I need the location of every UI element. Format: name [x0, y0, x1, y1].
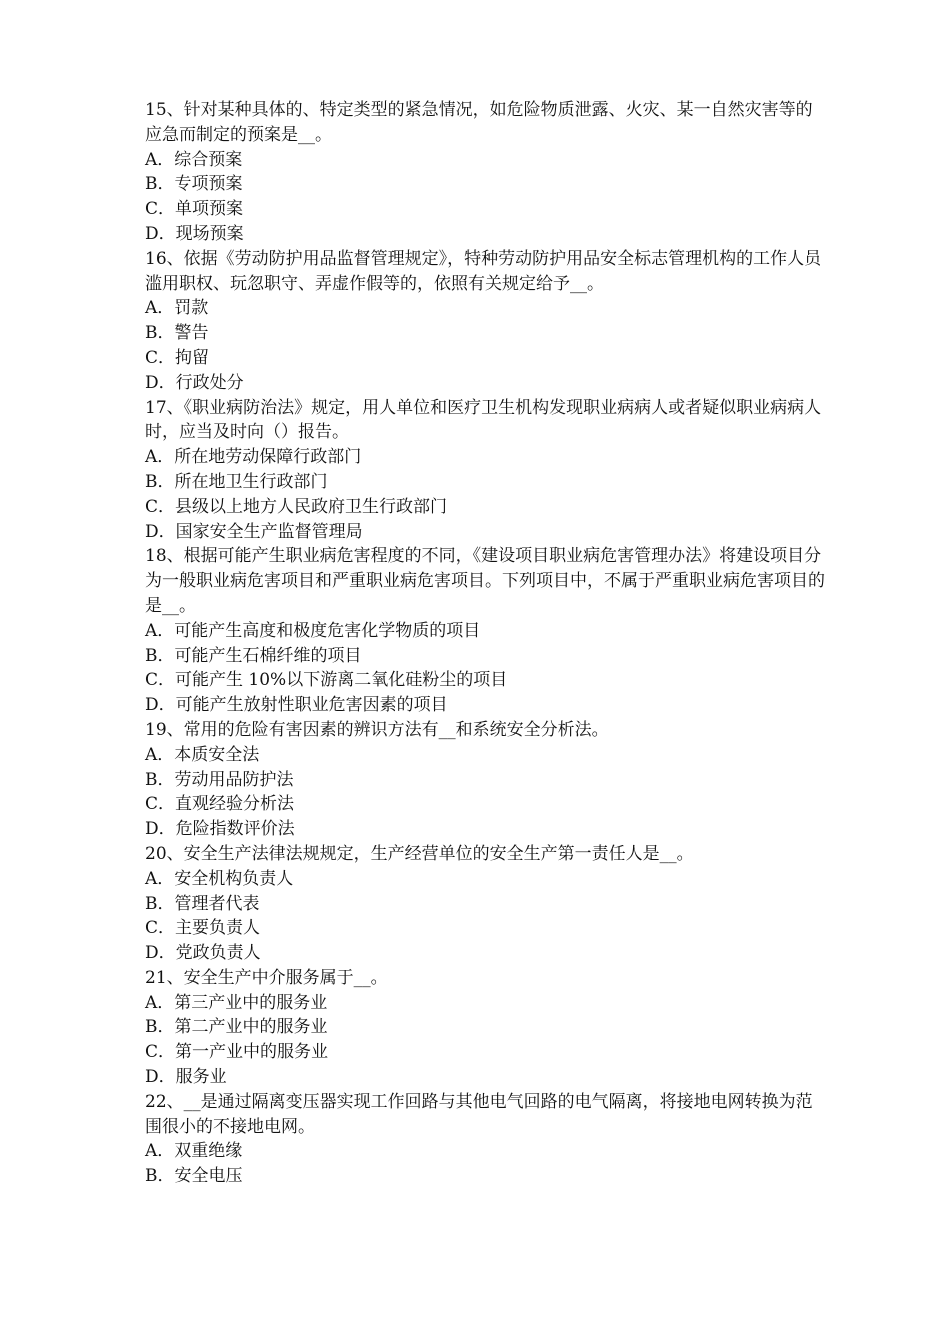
option-c: C．直观经验分析法: [145, 794, 295, 815]
option-d: D．危险指数评价法: [145, 819, 295, 840]
option-b: B．劳动用品防护法: [145, 769, 294, 790]
option-a: A．双重绝缘: [145, 1141, 243, 1162]
option-d: D．党政负责人: [145, 943, 261, 964]
document-page: [145, 98, 825, 1189]
option-c: C．单项预案: [145, 199, 244, 220]
question-17: [145, 396, 825, 545]
question-22: [145, 1090, 825, 1189]
option-c: C．县级以上地方人民政府卫生行政部门: [145, 496, 448, 517]
option-b: B．可能产生石棉纤维的项目: [145, 645, 362, 666]
option-c: C．主要负责人: [145, 918, 261, 939]
option-b: B．警告: [145, 323, 209, 344]
option-b: B．第二产业中的服务业: [145, 1017, 328, 1038]
question-18: [145, 544, 825, 718]
question-16: [145, 247, 825, 396]
question-text: 21、安全生产中介服务属于__。: [145, 967, 388, 988]
question-15: [145, 98, 825, 247]
question-text: 17、《职业病防治法》规定，用人单位和医疗卫生机构发现职业病病人或者疑似职业病病人时，应当及时向（）报告。: [145, 397, 822, 443]
option-a: A．罚款: [145, 298, 209, 319]
option-b: B．管理者代表: [145, 893, 260, 914]
question-19: [145, 718, 825, 842]
option-a: A．所在地劳动保障行政部门: [145, 447, 362, 468]
question-20: [145, 842, 825, 966]
question-text: 16、依据《劳动防护用品监督管理规定》，特种劳动防护用品安全标志管理机构的工作人员滥用职权、玩忽职守、弄虚作假等的，依照有关规定给予__。: [145, 248, 822, 294]
question-text: 19、常用的危险有害因素的辨识方法有__和系统安全分析法。: [145, 719, 609, 740]
option-d: D．国家安全生产监督管理局: [145, 521, 363, 542]
question-text: 15、针对某种具体的、特定类型的紧急情况，如危险物质泄露、火灾、某一自然灾害等的应急而制定的预案是__。: [145, 100, 813, 145]
question-text: 22、__是通过隔离变压器实现工作回路与其他电气回路的电气隔离，将接地电网转换为范围很小的不接地电网。: [145, 1091, 813, 1137]
option-a: A．综合预案: [145, 149, 243, 170]
option-c: C．第一产业中的服务业: [145, 1042, 329, 1063]
option-d: D．现场预案: [145, 223, 244, 244]
question-21: [145, 966, 825, 1090]
option-d: D．行政处分: [145, 372, 244, 393]
option-c: C．拘留: [145, 347, 210, 368]
option-d: D．服务业: [145, 1067, 227, 1088]
question-text: 18、根据可能产生职业病危害程度的不同，《建设项目职业病危害管理办法》将建设项目分为一般职业病危害项目和严重职业病危害项目。下列项目中，不属于严重职业病危害项目的是__。: [145, 546, 825, 616]
option-d: D．可能产生放射性职业危害因素的项目: [145, 695, 448, 716]
option-a: A．可能产生高度和极度危害化学物质的项目: [145, 620, 481, 641]
option-b: B．安全电压: [145, 1166, 243, 1187]
option-b: B．所在地卫生行政部门: [145, 471, 328, 492]
option-a: A．第三产业中的服务业: [145, 992, 328, 1013]
option-b: B．专项预案: [145, 174, 243, 195]
option-a: A．本质安全法: [145, 744, 260, 765]
option-a: A．安全机构负责人: [145, 868, 294, 889]
option-c: C．可能产生 10%以下游离二氧化硅粉尘的项目: [145, 670, 508, 691]
question-text: 20、安全生产法律法规规定，生产经营单位的安全生产第一责任人是__。: [145, 843, 694, 864]
